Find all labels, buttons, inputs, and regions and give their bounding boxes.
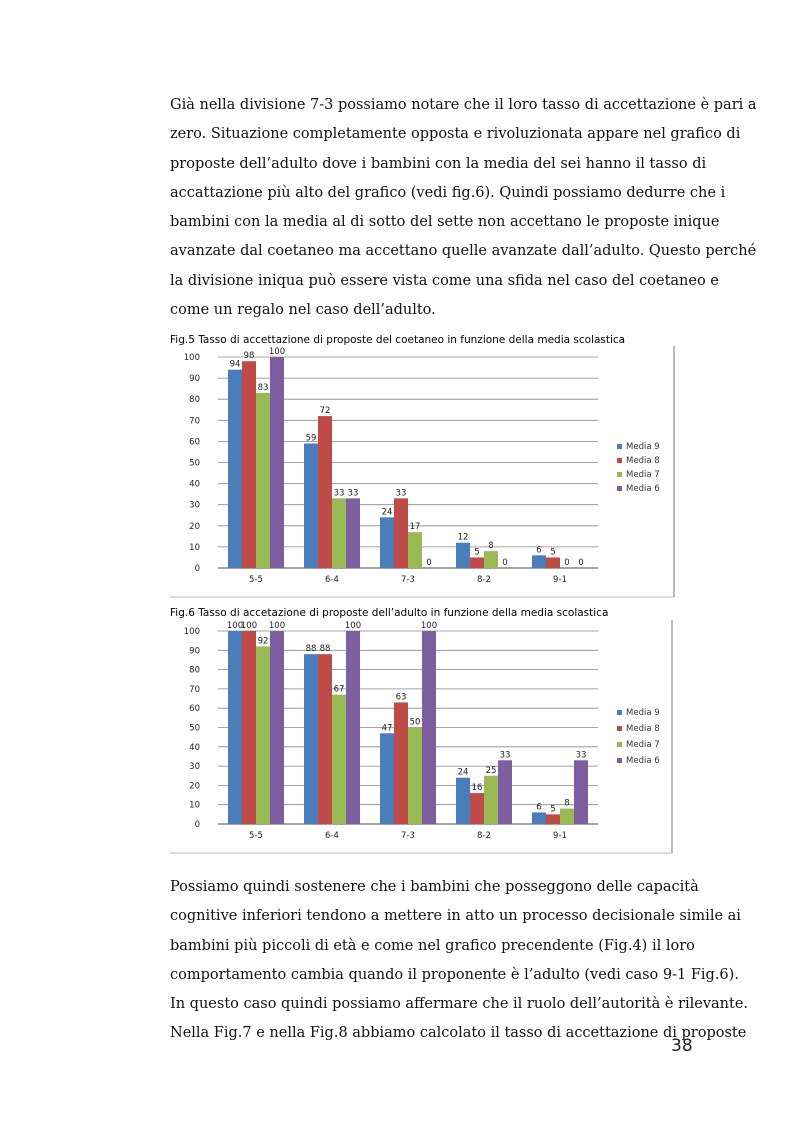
x-tick-label: 9-1: [553, 575, 567, 585]
data-label: 17: [409, 522, 421, 533]
bar-media-8: [242, 631, 256, 824]
y-tick-label: 10: [189, 800, 200, 811]
bar-media-8: [546, 557, 560, 568]
x-tick-label: 7-3: [401, 831, 415, 841]
text-line: Già nella divisione 7-3 possiamo notare che il loro tasso di accettazione è pari a: [170, 97, 757, 113]
bar-media-8: [318, 416, 332, 568]
bar-media-8: [470, 557, 484, 568]
bar-media-6: [498, 760, 512, 824]
bar-media-7: [408, 532, 422, 568]
bar-media-9: [304, 654, 318, 824]
bar-media-9: [228, 370, 242, 568]
data-label: 33: [499, 750, 511, 761]
x-tick-label: 9-1: [553, 831, 567, 841]
x-tick-label: 6-4: [325, 831, 339, 841]
bar-media-6: [270, 631, 284, 824]
data-label: 33: [395, 488, 407, 499]
y-tick-label: 70: [189, 684, 200, 695]
bar-media-8: [242, 361, 256, 568]
bar-media-7: [256, 646, 270, 824]
data-label: 0: [564, 558, 570, 568]
y-tick-label: 50: [189, 723, 200, 734]
y-tick-label: 100: [183, 353, 200, 363]
y-tick-label: 60: [189, 437, 200, 448]
text-line: avanzate dal coetaneo ma accettano quelle avanzate dall’adulto. Questo perché: [170, 243, 757, 260]
legend-label: Media 9: [626, 442, 660, 452]
y-tick-label: 40: [189, 479, 200, 490]
data-label: 100: [344, 621, 362, 631]
data-label: 12: [457, 532, 469, 543]
y-tick-label: 80: [189, 395, 200, 406]
x-tick-label: 5-5: [249, 831, 263, 841]
chart-fig5: [170, 346, 675, 598]
data-label: 98: [243, 351, 255, 362]
data-label: 33: [575, 750, 587, 761]
bar-media-7: [484, 551, 498, 568]
y-tick-label: 50: [189, 458, 200, 469]
text-line: come un regalo nel caso dell’adulto.: [170, 302, 436, 319]
y-tick-label: 0: [194, 564, 200, 574]
text-line: In questo caso quindi possiamo affermare che il ruolo dell’autorità è rilevante.: [170, 996, 749, 1013]
y-tick-label: 70: [189, 416, 200, 427]
legend-label: Media 9: [626, 708, 660, 718]
legend-swatch: [617, 472, 622, 477]
x-tick-label: 8-2: [477, 575, 491, 585]
data-label: 6: [536, 802, 542, 813]
y-tick-label: 60: [189, 704, 200, 715]
legend-label: Media 8: [626, 456, 660, 466]
chart-fig6-svg: [170, 620, 675, 854]
data-label: 33: [333, 488, 345, 499]
text-line: comportamento cambia quando il proponente è l’adulto (vedi caso 9-1 Fig.6).: [170, 966, 739, 983]
text-line: accattazione più alto del grafico (vedi fig.6). Quindi possiamo dedurre che i: [170, 184, 726, 201]
text-line: zero. Situazione completamente opposta e rivoluzionata appare nel grafico di: [170, 126, 741, 143]
figure-caption-fig5: Fig.5 Tasso di accettazione di proposte del coetaneo in funzione della media scolastica: [170, 334, 626, 346]
legend-swatch: [617, 486, 622, 491]
data-label: 94: [229, 359, 241, 370]
legend-swatch: [617, 458, 622, 463]
data-label: 50: [409, 717, 421, 728]
legend-label: Media 6: [626, 756, 660, 766]
y-tick-label: 20: [189, 521, 200, 532]
text-line: bambini più piccoli di età e come nel grafico precendente (Fig.4) il loro: [170, 937, 695, 954]
bar-media-9: [380, 517, 394, 568]
bar-media-9: [532, 555, 546, 568]
text-line: bambini con la media al di sotto del sette non accettano le proposte inique: [170, 214, 720, 231]
bar-media-9: [456, 778, 470, 824]
bar-media-8: [318, 654, 332, 824]
bar-media-7: [332, 498, 346, 568]
y-tick-label: 100: [183, 627, 200, 637]
text-line: cognitive inferiori tendono a mettere in atto un processo decisionale simile ai: [170, 908, 741, 925]
data-label: 0: [502, 558, 508, 568]
bar-media-8: [470, 793, 484, 824]
data-label: 63: [395, 692, 407, 703]
x-tick-label: 7-3: [401, 575, 415, 585]
data-label: 100: [240, 621, 258, 631]
bar-media-9: [228, 631, 242, 824]
x-tick-label: 8-2: [477, 831, 491, 841]
y-tick-label: 90: [189, 374, 200, 385]
bar-media-6: [270, 357, 284, 568]
data-label: 100: [268, 621, 286, 631]
y-tick-label: 10: [189, 542, 200, 553]
data-label: 24: [381, 507, 393, 518]
y-tick-label: 40: [189, 742, 200, 753]
data-label: 24: [457, 767, 469, 778]
bar-media-7: [560, 809, 574, 824]
data-label: 83: [257, 382, 269, 393]
data-label: 0: [426, 558, 432, 568]
data-label: 88: [319, 644, 331, 655]
bar-media-9: [456, 543, 470, 568]
legend-swatch: [617, 758, 622, 763]
y-tick-label: 0: [194, 820, 200, 830]
data-label: 92: [257, 636, 269, 647]
legend-label: Media 7: [626, 470, 660, 480]
legend-label: Media 7: [626, 740, 660, 750]
bar-media-7: [256, 393, 270, 568]
legend-swatch: [617, 726, 622, 731]
data-label: 67: [333, 684, 345, 695]
x-tick-label: 6-4: [325, 575, 339, 585]
data-label: 8: [488, 541, 494, 552]
bar-media-6: [346, 498, 360, 568]
paragraph-top: [170, 91, 757, 325]
data-label: 100: [268, 347, 286, 357]
bar-media-6: [346, 631, 360, 824]
legend-label: Media 8: [626, 724, 660, 734]
data-label: 8: [564, 798, 570, 809]
text-line: la divisione iniqua può essere vista come una sfida nel caso del coetaneo e: [170, 272, 719, 289]
y-tick-label: 20: [189, 781, 200, 792]
data-label: 5: [550, 804, 556, 815]
data-label: 100: [420, 621, 438, 631]
bar-media-7: [484, 776, 498, 824]
x-tick-label: 5-5: [249, 575, 263, 585]
bar-media-8: [394, 702, 408, 824]
y-tick-label: 30: [189, 762, 200, 773]
legend-swatch: [617, 444, 622, 449]
data-label: 6: [536, 545, 542, 556]
legend-swatch: [617, 710, 622, 715]
text-line: Possiamo quindi sostenere che i bambini che posseggono delle capacità: [170, 879, 699, 895]
page-number: 38: [671, 1036, 693, 1056]
legend-swatch: [617, 742, 622, 747]
data-label: 5: [550, 547, 556, 558]
bar-media-9: [304, 444, 318, 568]
bar-media-8: [394, 498, 408, 568]
legend-label: Media 6: [626, 484, 660, 494]
bar-media-6: [422, 631, 436, 824]
chart-fig6: [170, 620, 675, 854]
data-label: 16: [471, 783, 483, 794]
data-label: 25: [485, 765, 497, 776]
data-label: 100: [226, 621, 244, 631]
data-label: 47: [381, 723, 393, 734]
y-tick-label: 30: [189, 500, 200, 511]
data-label: 72: [319, 406, 331, 417]
bar-media-7: [408, 728, 422, 825]
data-label: 59: [305, 433, 317, 444]
y-tick-label: 90: [189, 646, 200, 657]
data-label: 88: [305, 644, 317, 655]
bar-media-9: [380, 733, 394, 824]
bar-media-9: [532, 812, 546, 824]
data-label: 33: [347, 488, 359, 499]
figure-caption-fig6: Fig.6 Tasso di accetazione di proposte dell’adulto in funzione della media scolastica: [170, 607, 609, 619]
y-tick-label: 80: [189, 665, 200, 676]
chart-fig5-svg: [170, 346, 675, 598]
text-line: Nella Fig.7 e nella Fig.8 abbiamo calcolato il tasso di accettazione di proposte: [170, 1025, 747, 1042]
bar-media-8: [546, 814, 560, 824]
bar-media-7: [332, 695, 346, 824]
text-line: proposte dell’adulto dove i bambini con la media del sei hanno il tasso di: [170, 155, 707, 172]
bar-media-6: [574, 760, 588, 824]
data-label: 0: [578, 558, 584, 568]
data-label: 5: [474, 547, 480, 558]
